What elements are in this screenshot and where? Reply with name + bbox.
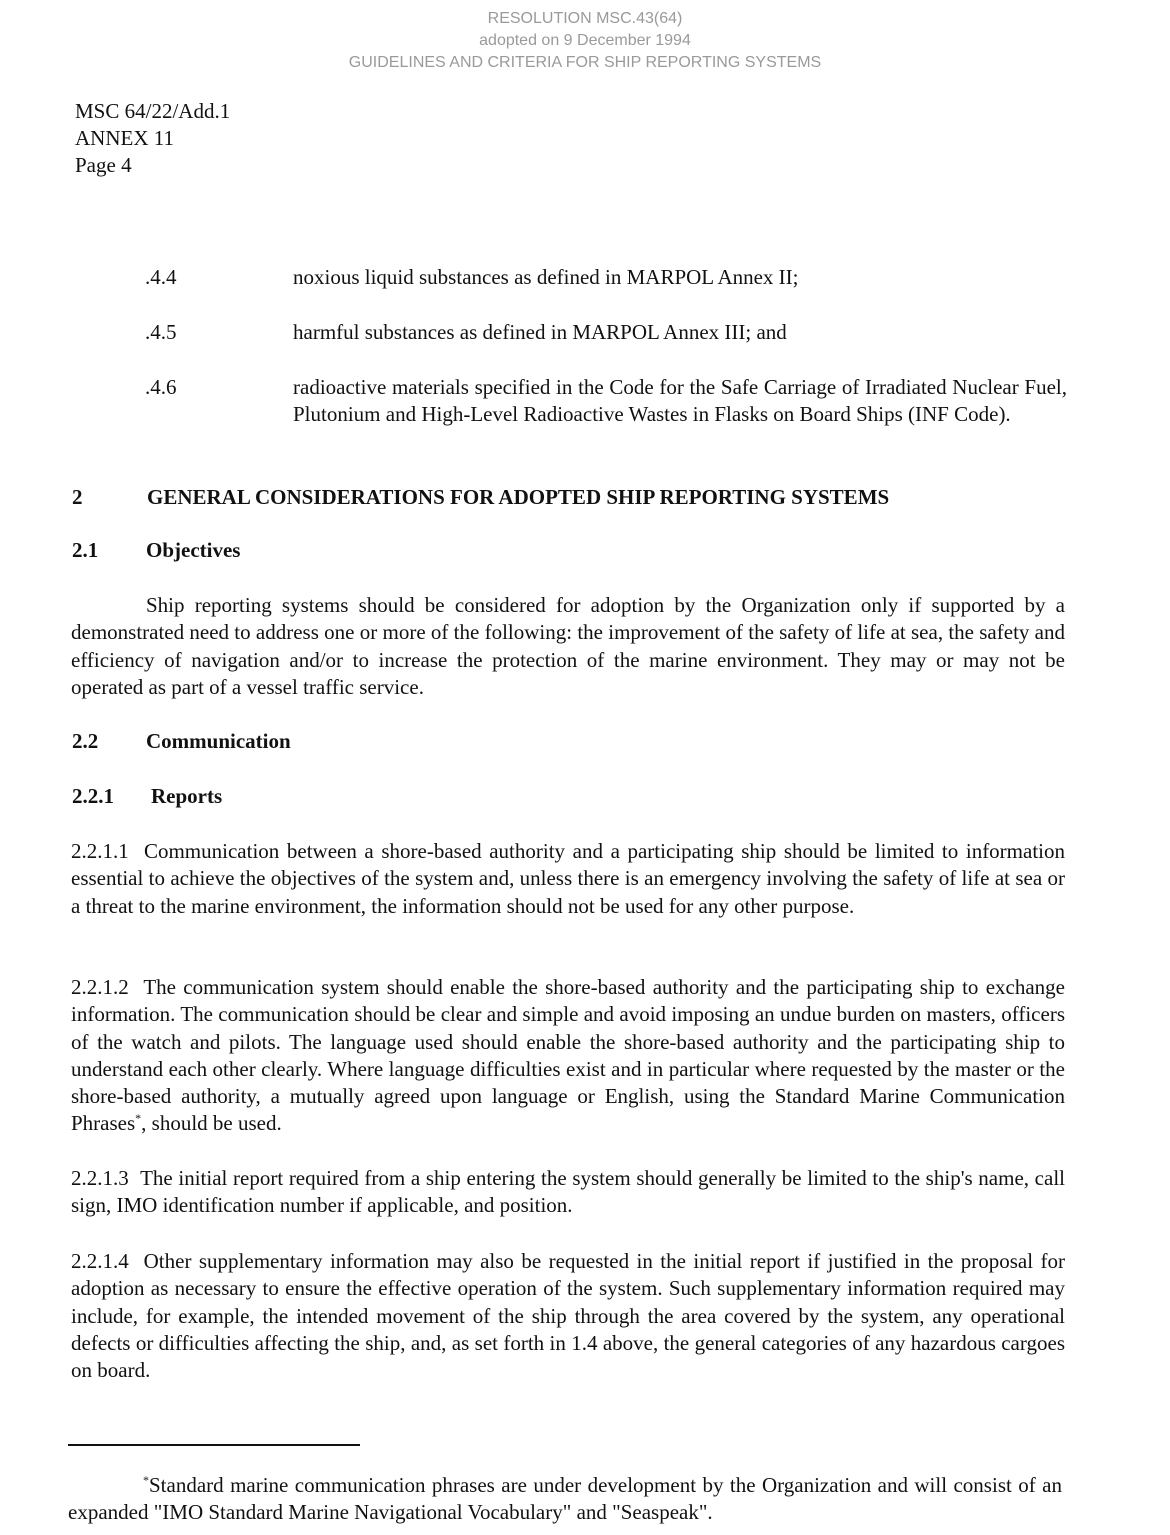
banner-title: GUIDELINES AND CRITERIA FOR SHIP REPORTING SYSTEMS [348,54,822,71]
document-reference [75,98,230,179]
objectives-paragraph: Ship reporting systems should be considered for adoption by the Organization only if supported by a demonstrated need to address one or more of the following: the improvement of the safety of life at sea, the safety and efficiency of navigation and/or to increase the protection of the marine environment. They may or may not be operated as part of a vessel traffic service. [71,593,1065,699]
subsection-title: Reports [151,784,223,808]
section-title: GENERAL CONSIDERATIONS FOR ADOPTED SHIP REPORTING SYSTEMS [147,485,890,509]
footnote-mark: * [143,1473,149,1487]
numbered-paragraph [71,838,1065,920]
numbered-paragraph [71,1165,1065,1220]
footnote-reference-mark: * [135,1111,142,1126]
footnote [68,1472,1062,1526]
list-item-text: radioactive materials specified in the Code for the Safe Carriage of Irradiated Nuclear Fuel, Plutonium and High-Level Radioactive Wastes in Flasks on Board Ships (INF Code). [293,375,1067,426]
subsection-heading [72,783,222,810]
numbered-paragraph [71,974,1065,1138]
subsection-heading [72,537,240,564]
section-number: 2 [72,485,83,509]
page-number: Page 4 [75,153,132,177]
paragraph-number: 2.2.1.1 [71,839,129,863]
paragraph-text: The communication system should enable the shore-based authority and the participating ship to exchange information. The communication should be clear and simple and avoid imposing an undue burden on masters, officers of the watch and pilots. The language used should enable the shore-based authority and the participating ship to understand each other clearly. Where language difficulties exist and in particular where requested by the master or the shore-based authority, a mutually agreed upon language or English, using the Standard Marine Communication Phrases [71,975,1065,1136]
footnote-divider [68,1444,360,1446]
paragraph-text: Communication between a shore-based authority and a participating ship should be limited to information essential to achieve the objectives of the system and, unless there is an emergency involving the safety of life at sea or a threat to the marine environment, the information should not be used for any other purpose. [71,839,1066,918]
subsection-heading [72,728,291,755]
document-symbol: MSC 64/22/Add.1 [75,99,231,123]
list-item-number: .4.4 [145,265,177,289]
subsection-title: Communication [146,729,291,753]
paragraph-number: 2.2.1.2 [71,975,129,999]
banner-resolution-number: RESOLUTION MSC.43(64) [487,10,683,27]
paragraph-number: 2.2.1.4 [71,1249,129,1273]
paragraph-text-continued: , should be used. [141,1111,282,1136]
numbered-paragraph [71,1248,1065,1384]
section-heading [72,484,889,511]
paragraph-text: Other supplementary information may also be requested in the initial report if justified in the proposal for adoption as necessary to ensure the effective operation of the system. Such supplementary information required may include, for example, the intended movement of the ship through the area covered by the system, any operational defects or difficulties affecting the ship, and, as set forth in 1.4 above, the general categories of any hazardous cargoes on board. [71,1249,1065,1383]
paragraph-text: The initial report required from a ship entering the system should generally be limited to the ship's name, call sign, IMO identification number if applicable, and position. [71,1166,1065,1218]
list-item-text: harmful substances as defined in MARPOL Annex III; and [293,320,787,344]
footnote-text: Standard marine communication phrases are under development by the Organization and will consist of an expanded "IMO Standard Marine Navigational Vocabulary" and "Seaspeak". [68,1473,1062,1524]
subsection-title: Objectives [146,538,241,562]
list-item-text: noxious liquid substances as defined in MARPOL Annex II; [293,265,799,289]
annex-label: ANNEX 11 [75,126,174,150]
resolution-banner [0,8,1170,74]
paragraph-number: 2.2.1.3 [71,1166,129,1190]
list-item-number: .4.6 [145,375,177,399]
subsection-number: 2.1 [72,538,99,562]
banner-adoption-date: adopted on 9 December 1994 [479,32,691,49]
subsection-number: 2.2.1 [72,784,114,808]
list-item-number: .4.5 [145,320,177,344]
subsection-number: 2.2 [72,729,99,753]
